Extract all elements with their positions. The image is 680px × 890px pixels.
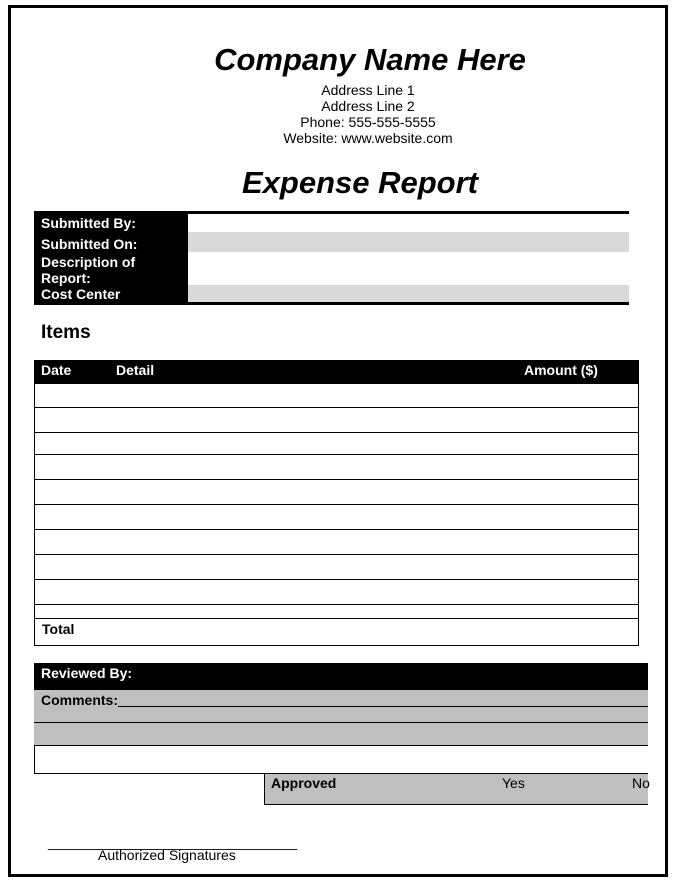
website: Website: www.website.com xyxy=(283,130,453,146)
description-label-1: Description of xyxy=(41,254,136,270)
submitted-by-label: Submitted By: xyxy=(41,215,136,231)
items-heading: Items xyxy=(41,322,91,343)
address-line-2: Address Line 2 xyxy=(321,98,415,114)
table-row[interactable] xyxy=(34,604,639,605)
table-row[interactable] xyxy=(34,407,639,408)
table-row[interactable] xyxy=(34,554,639,555)
description-label-2: Report: xyxy=(41,270,91,286)
submitted-on-field[interactable] xyxy=(188,232,629,252)
col-date: Date xyxy=(41,362,72,378)
company-name: Company Name Here xyxy=(214,42,526,77)
cost-center-label: Cost Center xyxy=(41,286,121,302)
description-field[interactable] xyxy=(188,252,629,285)
table-row[interactable] xyxy=(34,504,639,505)
approved-yes-option[interactable]: Yes xyxy=(502,775,525,791)
signature-label: Authorized Signatures xyxy=(98,847,236,863)
address-line-1: Address Line 1 xyxy=(321,82,415,98)
table-row[interactable] xyxy=(34,454,639,455)
comments-line xyxy=(118,706,648,707)
table-row[interactable] xyxy=(34,479,639,480)
signature-line: ________________________________ xyxy=(48,834,298,850)
phone: Phone: 555-555-5555 xyxy=(300,114,436,130)
table-row[interactable] xyxy=(34,529,639,530)
approved-no-option[interactable]: No xyxy=(632,775,650,791)
table-row[interactable] xyxy=(34,579,639,580)
total-label: Total xyxy=(42,621,75,637)
approved-label: Approved xyxy=(271,775,337,791)
cost-center-field[interactable] xyxy=(188,285,629,302)
report-title: Expense Report xyxy=(241,165,478,200)
info-bottom-rule xyxy=(34,302,629,305)
comments-area[interactable] xyxy=(34,690,648,746)
submitted-by-field[interactable] xyxy=(188,214,629,232)
col-detail: Detail xyxy=(116,362,155,378)
comments-extra-field[interactable] xyxy=(34,746,648,774)
comments-line xyxy=(34,722,648,723)
col-amount: Amount ($) xyxy=(524,362,598,378)
reviewed-by-label: Reviewed By: xyxy=(41,665,133,681)
submitted-on-label: Submitted On: xyxy=(41,236,138,252)
comments-label: Comments: xyxy=(41,692,119,708)
table-row[interactable] xyxy=(34,432,639,433)
table-row[interactable] xyxy=(34,618,639,619)
